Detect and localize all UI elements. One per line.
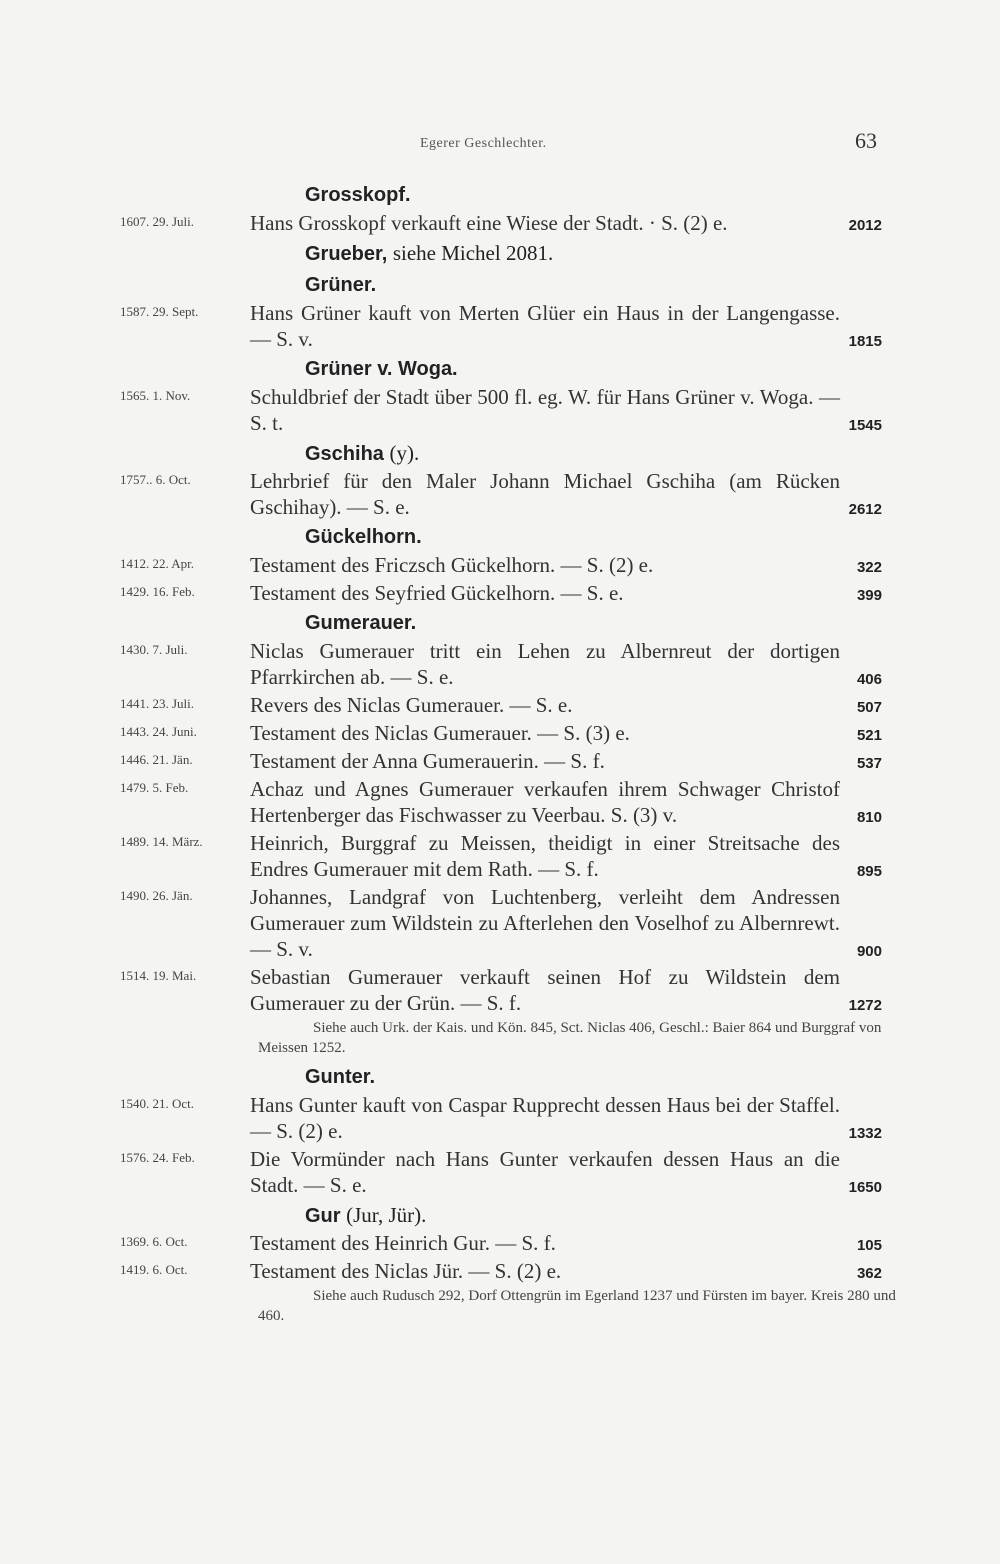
register-entry: [0, 1146, 1000, 1198]
register-entry: [0, 300, 1000, 352]
register-entry: [0, 468, 1000, 520]
entry-number: 810: [856, 809, 882, 826]
entry-text: Testament des Niclas Gumerauer. — S. (3) e.: [250, 721, 630, 745]
register-content: [0, 180, 1000, 1330]
register-entry: [0, 884, 1000, 962]
section-heading: [305, 354, 1000, 384]
register-entry: [0, 776, 1000, 828]
entry-text: Testament des Friczsch Gückelhorn. — S. (2) e.: [250, 553, 654, 577]
section-heading-aside: (y).: [389, 441, 420, 465]
register-section: [0, 1200, 1000, 1326]
register-entry: [0, 830, 1000, 882]
entry-date: 1479. 5. Feb.: [120, 780, 189, 795]
entry-text: Die Vormünder nach Hans Gunter verkaufen dessen Haus an die Stadt. — S. e.: [250, 1147, 840, 1197]
register-entry: [0, 1258, 1000, 1284]
entry-date: 1419. 6. Oct.: [120, 1262, 188, 1277]
section-note: Siehe auch Rudusch 292, Dorf Ottengrün im Egerland 1237 und Fürsten im bayer. Kreis 280 und 460.: [258, 1288, 896, 1324]
entry-number: 1332: [848, 1125, 882, 1142]
entry-date: 1412. 22. Apr.: [120, 556, 195, 571]
register-entry: [0, 720, 1000, 746]
register-section: [0, 608, 1000, 1058]
entry-number: 105: [856, 1237, 882, 1254]
register-section: [0, 238, 1000, 268]
register-entry: [0, 384, 1000, 436]
entry-date: 1446. 21. Jän.: [120, 752, 193, 767]
entry-date: 1587. 29. Sept.: [120, 304, 199, 319]
register-section: [0, 438, 1000, 520]
register-entry: [0, 580, 1000, 606]
section-heading-aside: (Jur, Jür).: [346, 1203, 427, 1227]
entry-number: 1650: [848, 1179, 882, 1196]
section-heading-name: Grüner.: [305, 274, 377, 296]
register-entry: [0, 638, 1000, 690]
section-heading: [305, 438, 1000, 468]
entry-number: 2612: [848, 501, 882, 518]
entry-date: 1514. 19. Mai.: [120, 968, 197, 983]
entry-text: Hans Grosskopf verkauft eine Wiese der Stadt. · S. (2) e.: [250, 211, 728, 235]
entry-date: 1490. 26. Jän.: [120, 888, 193, 903]
section-heading: [305, 1062, 1000, 1092]
entry-text: Testament des Niclas Jür. — S. (2) e.: [250, 1259, 562, 1283]
entry-date: 1757.. 6. Oct.: [120, 472, 191, 487]
entry-date: 1429. 16. Feb.: [120, 584, 195, 599]
entry-number: 900: [856, 943, 882, 960]
entry-date: 1430. 7. Juli.: [120, 642, 188, 657]
page-number: 63: [855, 128, 877, 153]
section-heading-name: Gschiha: [305, 443, 384, 465]
register-entry: [0, 964, 1000, 1016]
entry-text: Lehrbrief für den Maler Johann Michael Gschiha (am Rücken Gschihay). — S. e.: [250, 469, 840, 519]
register-section: [0, 180, 1000, 236]
entry-date: 1489. 14. März.: [120, 834, 203, 849]
entry-number: 322: [856, 559, 882, 576]
entry-date: 1369. 6. Oct.: [120, 1234, 188, 1249]
section-heading-name: Gumerauer.: [305, 612, 417, 634]
section-heading-aside: siehe Michel 2081.: [392, 241, 554, 265]
register-entry: [0, 1092, 1000, 1144]
section-heading-name: Gunter.: [305, 1066, 376, 1088]
entry-text: Sebastian Gumerauer verkauft seinen Hof zu Wildstein dem Gumerauer zu der Grün. — S. f.: [250, 965, 840, 1015]
register-section: [0, 1062, 1000, 1198]
entry-number: 406: [856, 671, 882, 688]
entry-text: Niclas Gumerauer tritt ein Lehen zu Albernreut der dortigen Pfarrkirchen ab. — S. e.: [250, 639, 840, 689]
entry-number: 1272: [848, 997, 882, 1014]
section-heading: [305, 180, 1000, 210]
entry-date: 1607. 29. Juli.: [120, 214, 195, 229]
entry-date: 1565. 1. Nov.: [120, 388, 191, 403]
register-section: [0, 522, 1000, 606]
register-entry: [0, 1230, 1000, 1256]
section-heading: [305, 522, 1000, 552]
section-heading: [305, 238, 1000, 268]
register-entry: [0, 210, 1000, 236]
register-entry: [0, 552, 1000, 578]
section-heading-name: Gur: [305, 1205, 341, 1227]
entry-text: Achaz und Agnes Gumerauer verkaufen ihrem Schwager Christof Hertenberger das Fischwasser zu Veerbau. S. (3) v.: [250, 777, 840, 827]
section-heading-name: Grüner v. Woga.: [305, 358, 458, 380]
section-heading-name: Grosskopf.: [305, 184, 411, 206]
entry-number: 895: [856, 863, 882, 880]
entry-date: 1540. 21. Oct.: [120, 1096, 195, 1111]
entry-date: 1443. 24. Juni.: [120, 724, 197, 739]
section-heading: [305, 608, 1000, 638]
entry-date: 1441. 23. Juli.: [120, 696, 195, 711]
entry-text: Heinrich, Burggraf zu Meissen, theidigt in einer Streitsache des Endres Gumerauer mit dem Rath. — S. f.: [250, 831, 840, 881]
entry-number: 537: [856, 755, 882, 772]
entry-text: Schuldbrief der Stadt über 500 fl. eg. W. für Hans Grüner v. Woga. — S. t.: [250, 385, 840, 435]
entry-text: Testament des Heinrich Gur. — S. f.: [250, 1231, 556, 1255]
entry-number: 362: [856, 1265, 882, 1282]
entry-text: Hans Grüner kauft von Merten Glüer ein Haus in der Langengasse. — S. v.: [250, 301, 840, 351]
entry-text: Hans Gunter kauft von Caspar Rupprecht dessen Haus bei der Staffel. — S. (2) e.: [250, 1093, 840, 1143]
running-head: [0, 128, 1000, 158]
entry-number: 521: [856, 727, 882, 744]
entry-text: Revers des Niclas Gumerauer. — S. e.: [250, 693, 573, 717]
entry-text: Johannes, Landgraf von Luchtenberg, verleiht dem Andressen Gumerauer zum Wildstein zu Afterlehen den Voselhof zu Albernrewt. — S. v.: [250, 885, 840, 961]
register-entry: [0, 692, 1000, 718]
entry-number: 1545: [848, 417, 882, 434]
running-title: Egerer Geschlechter.: [420, 136, 547, 151]
section-heading: [305, 1200, 1000, 1230]
entry-text: Testament der Anna Gumerauerin. — S. f.: [250, 749, 605, 773]
entry-date: 1576. 24. Feb.: [120, 1150, 195, 1165]
section-note: Siehe auch Urk. der Kais. und Kön. 845, Sct. Niclas 406, Geschl.: Baier 864 und Burggraf von Meissen 1252.: [258, 1020, 882, 1056]
entry-number: 399: [856, 587, 882, 604]
entry-number: 507: [856, 699, 882, 716]
section-heading-name: Gückelhorn.: [305, 526, 422, 548]
entry-number: 1815: [848, 333, 882, 350]
entry-text: Testament des Seyfried Gückelhorn. — S. e.: [250, 581, 624, 605]
register-section: [0, 270, 1000, 352]
register-section: [0, 354, 1000, 436]
register-entry: [0, 748, 1000, 774]
section-heading: [305, 270, 1000, 300]
entry-number: 2012: [848, 217, 882, 234]
section-heading-name: Grueber,: [305, 243, 388, 265]
